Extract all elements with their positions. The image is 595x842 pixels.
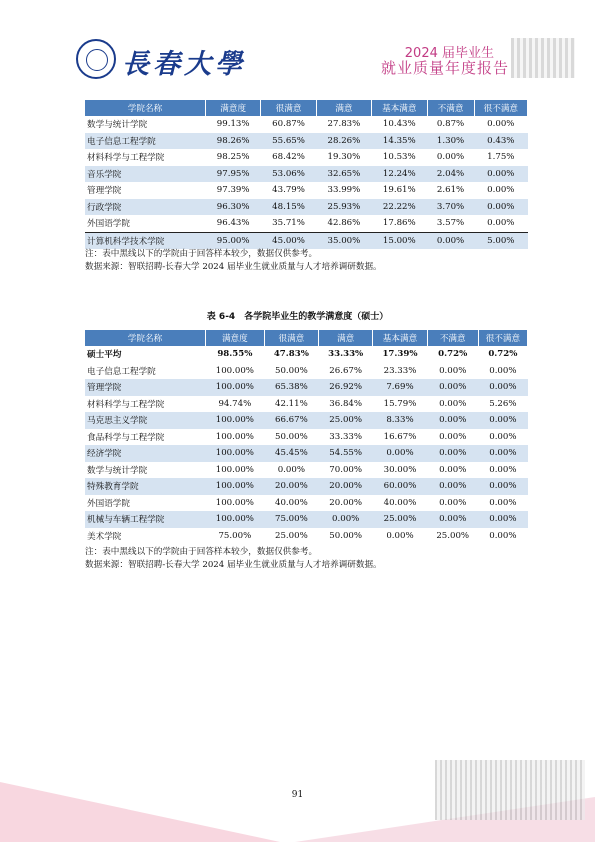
table-cell: 0.00% xyxy=(487,119,515,130)
table-cell: 30.00% xyxy=(383,464,417,475)
table-cell: 外国语学院 xyxy=(87,219,130,230)
table-cell: 0.00% xyxy=(427,511,478,528)
table-cell: 98.55% xyxy=(217,349,253,360)
table-row xyxy=(85,232,528,249)
table-cell: 48.15% xyxy=(261,199,316,216)
university-logo-text: 長春大學 xyxy=(122,49,246,80)
table-cell: 食品科学与工程学院 xyxy=(87,432,165,443)
table-row xyxy=(85,396,528,413)
table-cell: 70.00% xyxy=(329,464,363,475)
table-cell: 15.00% xyxy=(372,232,427,249)
table-cell: 硕士平均 xyxy=(87,350,122,361)
table-cell: 0.00% xyxy=(478,379,527,396)
table-cell: 材料科学与工程学院 xyxy=(87,399,165,410)
table-cell: 0.00% xyxy=(427,379,478,396)
report-title: 就业质量年度报告 xyxy=(380,59,509,77)
table-cell: 98.25% xyxy=(216,152,250,163)
table-cell: 0.00% xyxy=(439,431,467,442)
table-cell: 55.65% xyxy=(261,133,316,150)
table-cell: 5.00% xyxy=(474,232,527,249)
table-cell: 0.00% xyxy=(489,431,517,442)
table-cell: 10.43% xyxy=(382,119,416,130)
column-header: 学院名称 xyxy=(85,100,206,116)
table-cell: 0.00% xyxy=(478,445,527,462)
table-cell: 42.11% xyxy=(274,398,308,409)
table-row xyxy=(85,199,528,216)
table-cell: 100.00% xyxy=(206,511,265,528)
table-cell: 60.87% xyxy=(272,119,305,130)
table-cell: 26.67% xyxy=(329,365,363,376)
table-row xyxy=(85,412,528,429)
table-cell: 23.33% xyxy=(383,365,417,376)
table-cell: 65.38% xyxy=(264,379,318,396)
table-note: 注：表中黑线以下的学院由于回答样本较少，数据仅供参考。 xyxy=(85,249,318,259)
table-cell: 20.00% xyxy=(319,478,373,495)
table-row xyxy=(85,379,528,396)
table-cell: 25.00% xyxy=(319,412,373,429)
table-cell: 20.00% xyxy=(264,478,318,495)
table-cell: 19.30% xyxy=(327,152,361,163)
table-cell: 17.86% xyxy=(382,218,416,229)
table-cell: 75.00% xyxy=(218,530,252,541)
table-cell: 26.92% xyxy=(319,379,373,396)
table-cell: 99.13% xyxy=(216,119,250,130)
table-caption: 表 6-4 各学院毕业生的教学满意度（硕士） xyxy=(206,312,389,322)
table-cell: 电子信息工程学院 xyxy=(85,133,206,150)
column-header: 基本满意 xyxy=(373,330,427,346)
column-header: 很不满意 xyxy=(474,100,527,116)
column-header: 不满意 xyxy=(427,330,478,346)
column-header: 很不满意 xyxy=(478,330,527,346)
table-cell: 68.42% xyxy=(272,152,305,163)
data-source-note: 数据来源：智联招聘-长春大学 2024 届毕业生就业质量与人才培养调研数据。 xyxy=(85,560,382,570)
table-cell: 7.69% xyxy=(373,379,427,396)
table-cell: 0.00% xyxy=(489,464,517,475)
table-cell: 0.72% xyxy=(438,349,468,360)
table-cell: 管理学院 xyxy=(85,379,206,396)
table-cell: 50.00% xyxy=(329,530,363,541)
table-cell: 1.30% xyxy=(427,133,474,150)
table-cell: 0.00% xyxy=(474,166,527,183)
table-cell: 25.00% xyxy=(373,511,427,528)
satisfaction-table-continued xyxy=(85,100,528,249)
table-cell: 0.00% xyxy=(386,530,414,541)
table-cell: 10.53% xyxy=(382,152,416,163)
table-row xyxy=(85,495,528,512)
table-cell: 马克思主义学院 xyxy=(85,412,206,429)
column-header: 很满意 xyxy=(261,100,316,116)
table-cell: 47.83% xyxy=(273,349,309,360)
table-cell: 96.30% xyxy=(206,199,261,216)
table-cell: 0.00% xyxy=(427,445,478,462)
table-cell: 97.39% xyxy=(216,185,250,196)
table-cell: 20.00% xyxy=(329,497,363,508)
table-cell: 0.00% xyxy=(436,152,465,163)
table-cell: 33.99% xyxy=(327,185,361,196)
table-cell: 0.00% xyxy=(487,218,515,229)
table-cell: 14.35% xyxy=(372,133,427,150)
table-cell: 25.00% xyxy=(274,530,308,541)
table-cell: 0.00% xyxy=(478,511,527,528)
table-cell: 95.00% xyxy=(206,232,261,249)
table-cell: 机械与车辆工程学院 xyxy=(85,511,206,528)
table-cell: 3.70% xyxy=(427,199,474,216)
table-cell: 100.00% xyxy=(215,431,254,442)
table-cell: 0.00% xyxy=(277,464,306,475)
table-cell: 100.00% xyxy=(206,445,265,462)
table-row xyxy=(85,429,528,446)
table-cell: 2.61% xyxy=(436,185,465,196)
master-satisfaction-table xyxy=(85,330,528,544)
table-cell: 45.00% xyxy=(261,232,316,249)
table-cell: 0.43% xyxy=(474,133,527,150)
table-row xyxy=(85,445,528,462)
table-cell: 33.33% xyxy=(328,349,364,360)
column-header: 满意度 xyxy=(206,100,261,116)
table-cell: 50.00% xyxy=(274,431,308,442)
table-cell: 0.00% xyxy=(373,445,427,462)
table-cell: 3.57% xyxy=(436,218,465,229)
table-cell: 100.00% xyxy=(206,412,265,429)
table-cell: 外国语学院 xyxy=(87,498,130,509)
table-cell: 特殊教育学院 xyxy=(85,478,206,495)
table-row xyxy=(85,363,528,380)
table-cell: 22.22% xyxy=(372,199,427,216)
table-cell: 8.33% xyxy=(373,412,427,429)
table-row xyxy=(85,182,528,199)
table-cell: 美术学院 xyxy=(87,531,122,542)
table-cell: 12.24% xyxy=(372,166,427,183)
table-cell: 50.00% xyxy=(274,365,308,376)
report-year: 2024 届毕业生 xyxy=(404,46,494,61)
table-cell: 0.00% xyxy=(427,478,478,495)
table-cell: 音乐学院 xyxy=(85,166,206,183)
table-cell: 27.83% xyxy=(327,119,361,130)
table-cell: 33.33% xyxy=(329,431,363,442)
column-header: 很满意 xyxy=(264,330,318,346)
table-cell: 电子信息工程学院 xyxy=(87,366,156,377)
table-cell: 100.00% xyxy=(206,478,265,495)
column-header: 不满意 xyxy=(427,100,474,116)
table-cell: 60.00% xyxy=(373,478,427,495)
table-cell: 2.04% xyxy=(427,166,474,183)
column-header: 基本满意 xyxy=(372,100,427,116)
table-cell: 100.00% xyxy=(206,379,265,396)
table-cell: 25.00% xyxy=(436,530,470,541)
table-cell: 15.79% xyxy=(383,398,417,409)
table-cell: 0.00% xyxy=(439,365,467,376)
table-cell: 100.00% xyxy=(215,497,254,508)
table-cell: 0.87% xyxy=(436,119,465,130)
column-header: 学院名称 xyxy=(85,330,206,346)
table-cell: 1.75% xyxy=(487,152,515,163)
table-cell: 行政学院 xyxy=(85,199,206,216)
table-cell: 35.00% xyxy=(316,232,371,249)
table-row xyxy=(85,478,528,495)
table-row xyxy=(85,133,528,150)
table-cell: 32.65% xyxy=(316,166,371,183)
table-cell: 0.00% xyxy=(439,398,467,409)
table-cell: 66.67% xyxy=(264,412,318,429)
table-cell: 计算机科学技术学院 xyxy=(85,232,206,249)
building-illustration-icon xyxy=(511,38,575,78)
table-cell: 0.00% xyxy=(439,497,467,508)
column-header: 满意 xyxy=(316,100,371,116)
table-cell: 16.67% xyxy=(383,431,417,442)
table-cell: 0.00% xyxy=(474,199,527,216)
table-cell: 40.00% xyxy=(383,497,417,508)
column-header: 满意度 xyxy=(206,330,265,346)
table-row xyxy=(85,116,528,133)
table-cell: 材料科学与工程学院 xyxy=(87,153,165,164)
table-cell: 0.00% xyxy=(489,497,517,508)
table-cell: 45.45% xyxy=(264,445,318,462)
table-cell: 0.00% xyxy=(439,464,467,475)
table-cell: 数学与统计学院 xyxy=(87,120,148,131)
table-cell: 19.61% xyxy=(382,185,416,196)
table-cell: 94.74% xyxy=(218,398,252,409)
table-cell: 0.00% xyxy=(478,478,527,495)
table-cell: 17.39% xyxy=(382,349,418,360)
table-cell: 0.00% xyxy=(487,185,515,196)
table-cell: 40.00% xyxy=(274,497,308,508)
table-cell: 经济学院 xyxy=(85,445,206,462)
table-cell: 100.00% xyxy=(215,464,254,475)
table-row xyxy=(85,215,528,232)
table-cell: 0.00% xyxy=(489,365,517,376)
table-cell: 5.26% xyxy=(489,398,517,409)
table-cell: 75.00% xyxy=(264,511,318,528)
table-cell: 43.79% xyxy=(272,185,305,196)
table-row xyxy=(85,462,528,479)
table-cell: 管理学院 xyxy=(87,186,122,197)
table-cell: 0.00% xyxy=(478,412,527,429)
table-cell: 53.06% xyxy=(261,166,316,183)
table-cell: 0.72% xyxy=(488,349,518,360)
table-cell: 42.86% xyxy=(327,218,361,229)
table-row xyxy=(85,166,528,183)
data-source-note: 数据来源：智联招聘-长春大学 2024 届毕业生就业质量与人才培养调研数据。 xyxy=(85,262,382,272)
table-cell: 97.95% xyxy=(206,166,261,183)
table-cell: 25.93% xyxy=(316,199,371,216)
page-number: 91 xyxy=(291,790,304,800)
table-cell: 0.00% xyxy=(319,511,373,528)
table-cell: 0.00% xyxy=(427,412,478,429)
table-row xyxy=(85,149,528,166)
table-cell: 28.26% xyxy=(316,133,371,150)
average-row xyxy=(85,346,528,363)
table-cell: 100.00% xyxy=(215,365,254,376)
column-header: 满意 xyxy=(319,330,373,346)
university-emblem-icon xyxy=(76,39,116,79)
table-note: 注：表中黑线以下的学院由于回答样本较少，数据仅供参考。 xyxy=(85,547,318,557)
table-row xyxy=(85,511,528,528)
table-cell: 98.26% xyxy=(206,133,261,150)
table-cell: 0.00% xyxy=(427,232,474,249)
table-cell: 96.43% xyxy=(216,218,250,229)
table-cell: 数学与统计学院 xyxy=(87,465,148,476)
table-row xyxy=(85,528,528,545)
table-cell: 36.84% xyxy=(329,398,363,409)
table-cell: 0.00% xyxy=(489,530,517,541)
table-cell: 35.71% xyxy=(272,218,305,229)
table-header-row xyxy=(85,100,528,116)
table-cell: 54.55% xyxy=(319,445,373,462)
table-header-row xyxy=(85,330,528,346)
